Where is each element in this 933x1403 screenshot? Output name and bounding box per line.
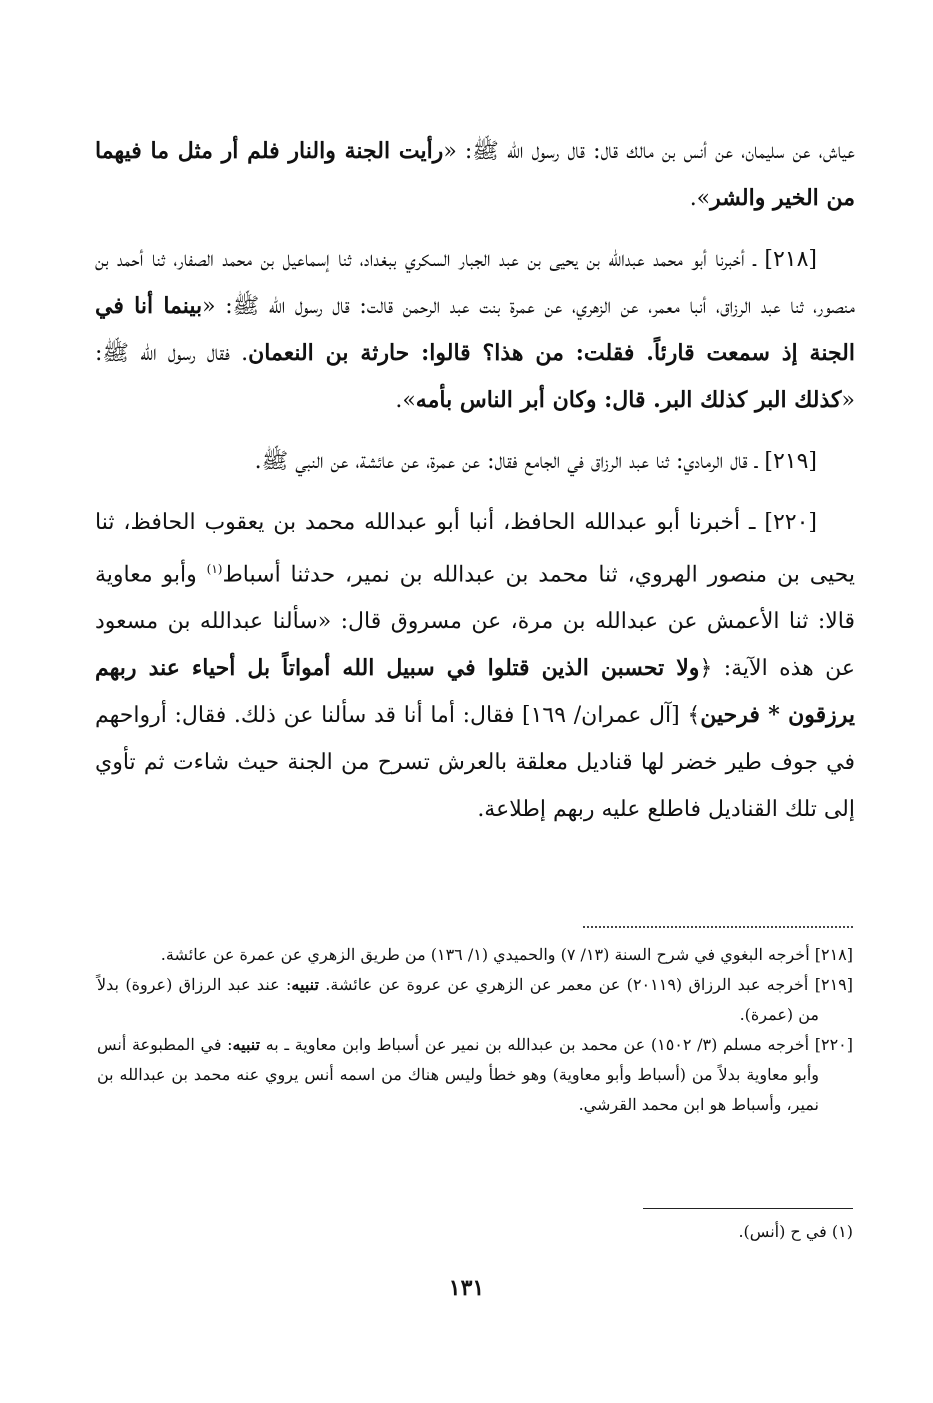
hadith-218: [95, 236, 855, 424]
note-218: [٢١٨] أخرجه البغوي في شرح السنة (١٣/ ٧) والحميدي (١/ ١٣٦) من طريق الزهري عن عمرة عن عائشة.: [160, 945, 853, 964]
note-219: [97, 970, 853, 1030]
tanbih-label: تنبيه: [232, 1035, 261, 1054]
text-span: [٢٢٠] أخرجه مسلم (٣/ ١٥٠٢) عن محمد بن عبدالله بن نمير عن أسباط وابن معاوية ـ به: [260, 1035, 854, 1054]
hadith-text: بينما أنا في الجنة إذ سمعت قارئاً. فقلت: من هذا؟ قالوا: حارثة بن النعمان: [95, 293, 855, 366]
hadith-text: كذلك البر كذلك البر. قال: وكان أبر الناس بأمه: [415, 387, 842, 413]
note-220: [97, 1030, 853, 1120]
main-text: [95, 128, 855, 847]
hadith-220: [95, 499, 855, 833]
footnote-separator: [643, 1208, 853, 1209]
paragraph-1: [95, 128, 855, 222]
footnote-marker: (١): [206, 562, 223, 576]
text-span: ».: [689, 186, 711, 211]
text-span: ».: [395, 388, 416, 413]
text-span: [٢١٩] أخرجه عبد الرزاق (٢٠١١٩) عن معمر عن الزهري عن عروة عن عائشة.: [318, 975, 854, 994]
text-span: . فقال رسول الله ﷺ: «: [95, 341, 855, 413]
tanbih-label: تنبيه: [291, 975, 319, 994]
footnote: (١) في ح (أنس).: [738, 1222, 853, 1241]
text-span: [٢١٨] ـ أخبرنا أبو محمد عبدالله بن يحيى بن عبد الجبار السكري ببغداد، ثنا إسماعيل بن محمد الصفار، ثنا أحمد بن منصور، ثنا عبد الرزاق، أنبا معمر، عن الزهري، عن عمرة بنت عبد الرحمن قالت: قال رسول الله ﷺ: «: [95, 247, 855, 319]
hadith-text: رأيت الجنة والنار فلم أر مثل ما فيهما من الخير والشر: [95, 138, 855, 211]
text-span: : عند عبد الرزاق (عروة) بدلاً من (عمرة).: [97, 975, 819, 1024]
takhrij-notes: [97, 940, 853, 1120]
hadith-219: [95, 438, 855, 485]
text-span: : في المطبوعة أنس وأبو معاوية بدلاً من (أسباط وأبو معاوية) وهو خطأ وليس هناك من اسمه أنس يروي عنه محمد بن عبدالله بن نمير، وأسباط هو ابن محمد القرشي.: [97, 1035, 819, 1114]
text-span: عياش، عن سليمان، عن أنس بن مالك قال: قال رسول الله ﷺ: «: [443, 139, 855, 164]
text-span: [٢٢٠] ـ أخبرنا أبو عبدالله الحافظ، أنبا أبو عبدالله محمد بن يعقوب الحافظ، ثنا يحيى بن منصور الهروي، ثنا محمد بن عبدالله بن نمير، حدثنا أسباط: [95, 510, 855, 588]
notes-separator: [583, 926, 853, 928]
text-span: وأبو معاوية قالا: ثنا الأعمش عن عبدالله بن مرة، عن مسروق قال: «سألنا عبدالله بن مسعود عن هذه الآية: ﴿: [95, 562, 855, 682]
page-number: ١٣١: [448, 1275, 485, 1301]
quran-verse: ولا تحسبن الذين قتلوا في سبيل الله أمواتاً بل أحياء عند ربهم يرزقون * فرحين: [95, 655, 856, 729]
text-span: ﴾ [آل عمران/ ١٦٩] فقال: أما أنا قد سألنا عن ذلك. فقال: أرواحهم في جوف طير خضر لها قناديل معلقة بالعرش تسرح من الجنة حيث شاءت ثم تأوي إلى تلك القناديل فاطلع عليه ربهم إطلاعة.: [95, 703, 855, 823]
text-span: [٢١٩] ـ قال الرمادي: ثنا عبد الرزاق في الجامع فقال: عن عمرة، عن عائشة، عن النبي ﷺ.: [254, 449, 817, 474]
